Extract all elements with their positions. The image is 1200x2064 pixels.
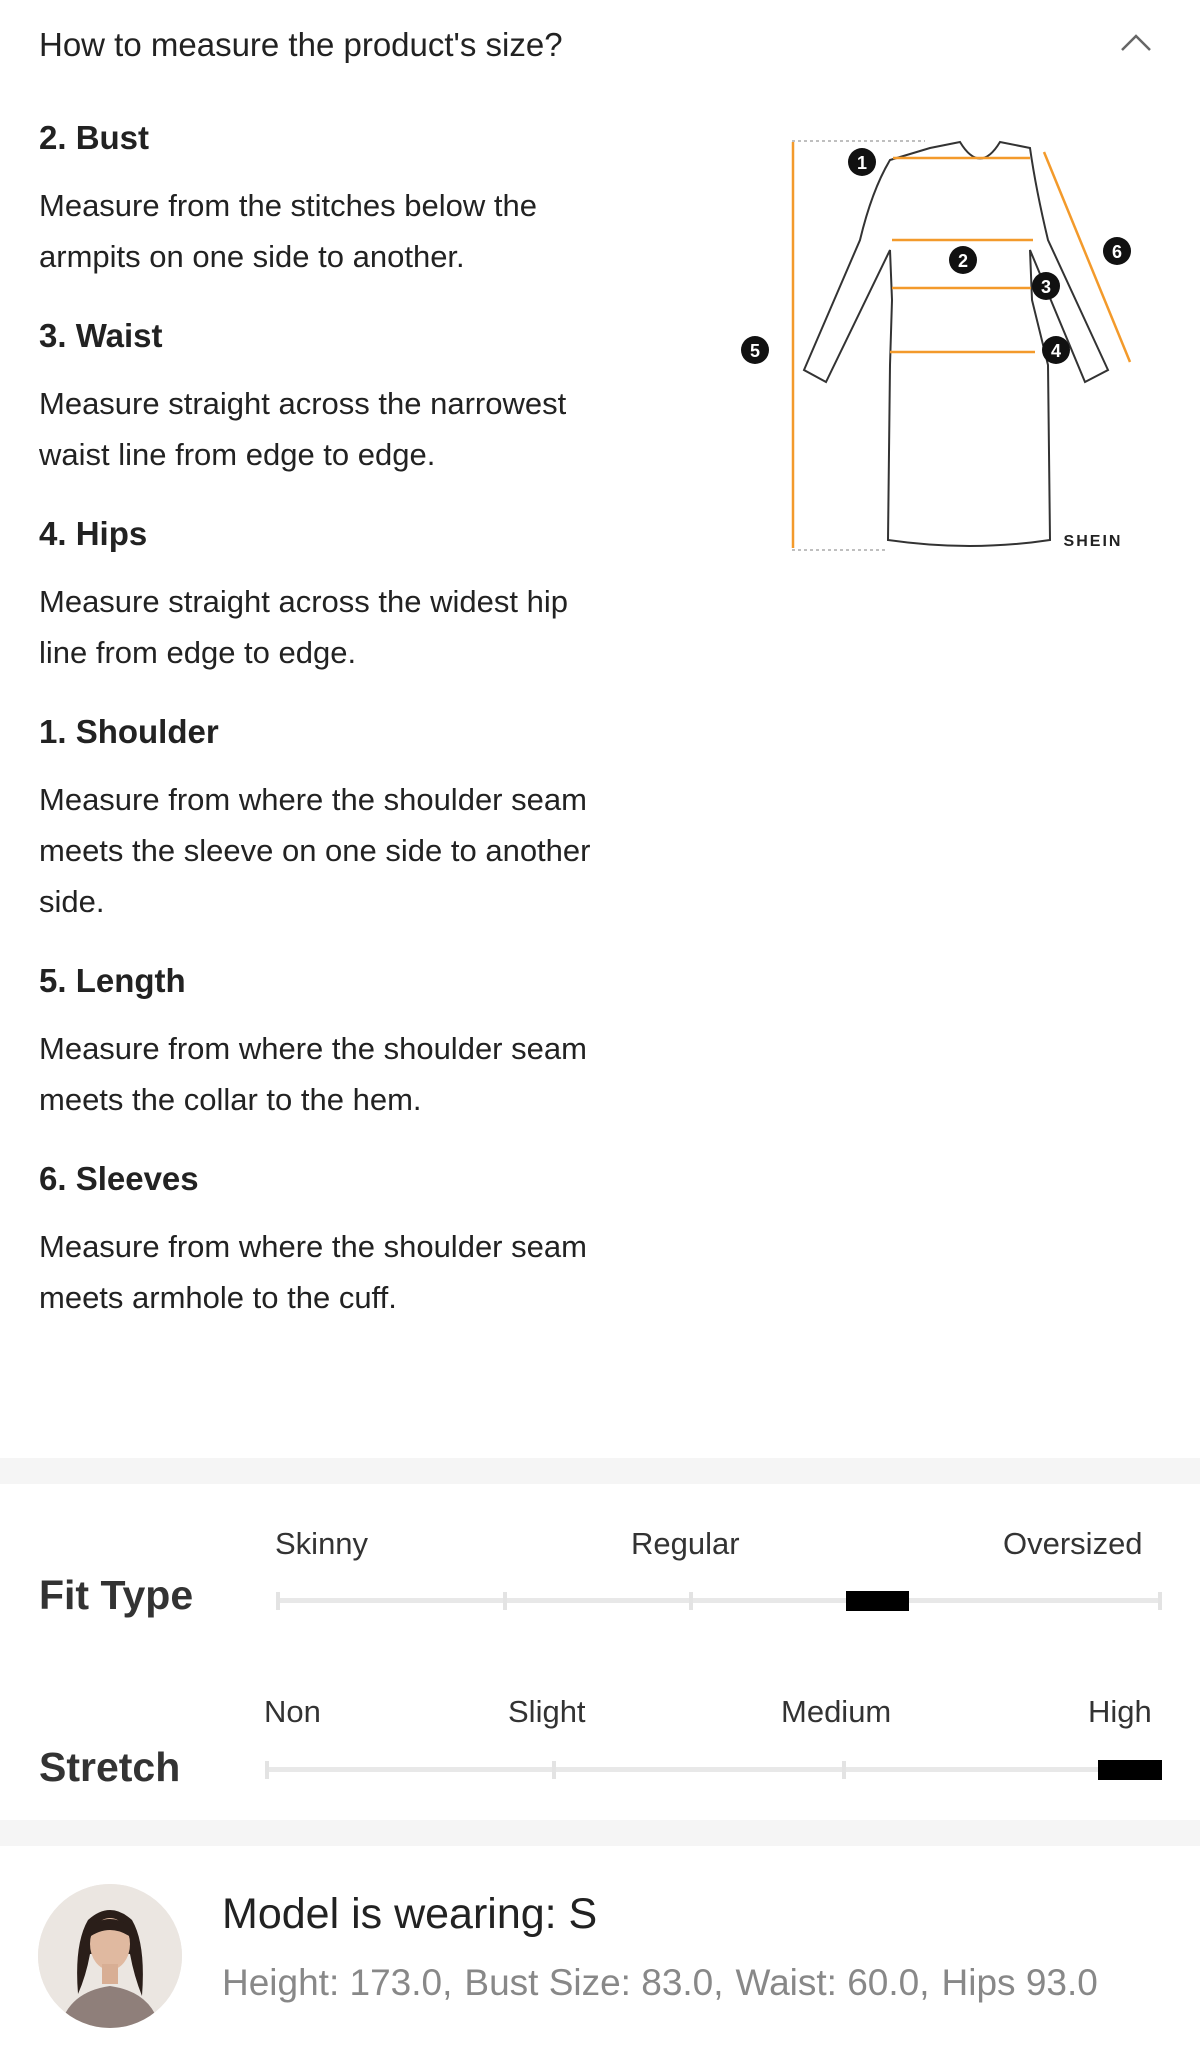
desc-line: Measure from where the shoulder seam	[39, 782, 587, 817]
header-title: How to measure the product's size?	[39, 26, 563, 63]
measure-description	[39, 1221, 679, 1323]
measure-title: 2. Bust	[39, 119, 150, 156]
section-divider	[0, 1820, 1200, 1846]
model-hips: Hips 93.0	[941, 1962, 1098, 2003]
desc-line: meets the sleeve on one side to another	[39, 833, 591, 868]
marker-5	[741, 336, 769, 364]
measure-title: 3. Waist	[39, 317, 163, 354]
measure-item-length	[39, 955, 679, 1125]
fit-tick	[1158, 1592, 1162, 1610]
desc-line: waist line from edge to edge.	[39, 437, 436, 472]
marker-6	[1103, 237, 1131, 265]
svg-text:4: 4	[1050, 341, 1062, 361]
measure-title: 4. Hips	[39, 515, 148, 552]
model-height: Height: 173.0,	[222, 1962, 453, 2003]
svg-text:5: 5	[749, 341, 761, 361]
measure-description	[39, 576, 679, 678]
model-measurements	[222, 1962, 1110, 2004]
chevron-up-icon[interactable]	[1118, 30, 1154, 54]
fit-selected-marker	[846, 1591, 909, 1611]
measurement-list	[39, 112, 679, 1351]
stretch-tick	[842, 1761, 846, 1779]
svg-text:3: 3	[1040, 277, 1052, 297]
marker-3	[1032, 272, 1060, 300]
desc-line: Measure from the stitches below the	[39, 188, 537, 223]
fit-type-title: Fit Type	[39, 1572, 194, 1618]
measure-description	[39, 774, 679, 927]
measure-item-hips	[39, 508, 679, 678]
fit-tick	[276, 1592, 280, 1610]
model-waist: Waist: 60.0,	[735, 1962, 930, 2003]
stretch-scale	[0, 1668, 1200, 1828]
stretch-label-high: High	[1088, 1694, 1152, 1729]
desc-line: armpits on one side to another.	[39, 239, 465, 274]
measure-description	[39, 180, 679, 282]
stretch-tick	[265, 1761, 269, 1779]
stretch-title: Stretch	[39, 1744, 181, 1790]
fit-label-regular: Regular	[631, 1526, 740, 1561]
desc-line: Measure straight across the narrowest	[39, 386, 567, 421]
stretch-track	[266, 1767, 1162, 1772]
marker-1	[848, 148, 876, 176]
desc-line: Measure straight across the widest hip	[39, 584, 568, 619]
fit-track	[277, 1598, 1162, 1603]
model-info	[0, 1860, 1200, 2064]
svg-text:1: 1	[856, 153, 868, 173]
dress-measurement-diagram	[730, 130, 1150, 570]
stretch-label-medium: Medium	[781, 1694, 892, 1729]
desc-line: line from edge to edge.	[39, 635, 357, 670]
marker-2	[949, 246, 977, 274]
desc-line: side.	[39, 884, 105, 919]
fit-type-scale	[0, 1500, 1200, 1660]
measure-title: 5. Length	[39, 962, 186, 999]
desc-line: Measure from where the shoulder seam	[39, 1031, 587, 1066]
measure-title: 1. Shoulder	[39, 713, 219, 750]
svg-text:2: 2	[957, 251, 969, 271]
stretch-label-non: Non	[264, 1694, 321, 1729]
fit-tick	[503, 1592, 507, 1610]
model-avatar[interactable]	[38, 1884, 182, 2028]
measure-item-shoulder	[39, 706, 679, 927]
desc-line: Measure from where the shoulder seam	[39, 1229, 587, 1264]
section-divider	[0, 1458, 1200, 1484]
measure-item-waist	[39, 310, 679, 480]
model-avatar-image	[38, 1884, 182, 2028]
model-bust: Bust Size: 83.0,	[464, 1962, 724, 2003]
marker-4	[1042, 336, 1070, 364]
fit-label-skinny: Skinny	[275, 1526, 369, 1561]
measure-description	[39, 1023, 679, 1125]
desc-line: meets the collar to the hem.	[39, 1082, 422, 1117]
stretch-selected-marker	[1098, 1760, 1162, 1780]
svg-text:6: 6	[1111, 242, 1123, 262]
size-guide-header[interactable]	[0, 0, 1200, 96]
fit-tick	[689, 1592, 693, 1610]
measure-item-sleeves	[39, 1153, 679, 1323]
model-wearing-size: Model is wearing: S	[222, 1890, 598, 1938]
measure-title: 6. Sleeves	[39, 1160, 199, 1197]
measure-item-bust	[39, 112, 679, 282]
stretch-label-slight: Slight	[508, 1694, 586, 1729]
desc-line: meets armhole to the cuff.	[39, 1280, 397, 1315]
brand-logo: SHEIN	[1063, 533, 1123, 550]
measure-description	[39, 378, 679, 480]
stretch-tick	[552, 1761, 556, 1779]
fit-label-oversized: Oversized	[1003, 1526, 1143, 1561]
